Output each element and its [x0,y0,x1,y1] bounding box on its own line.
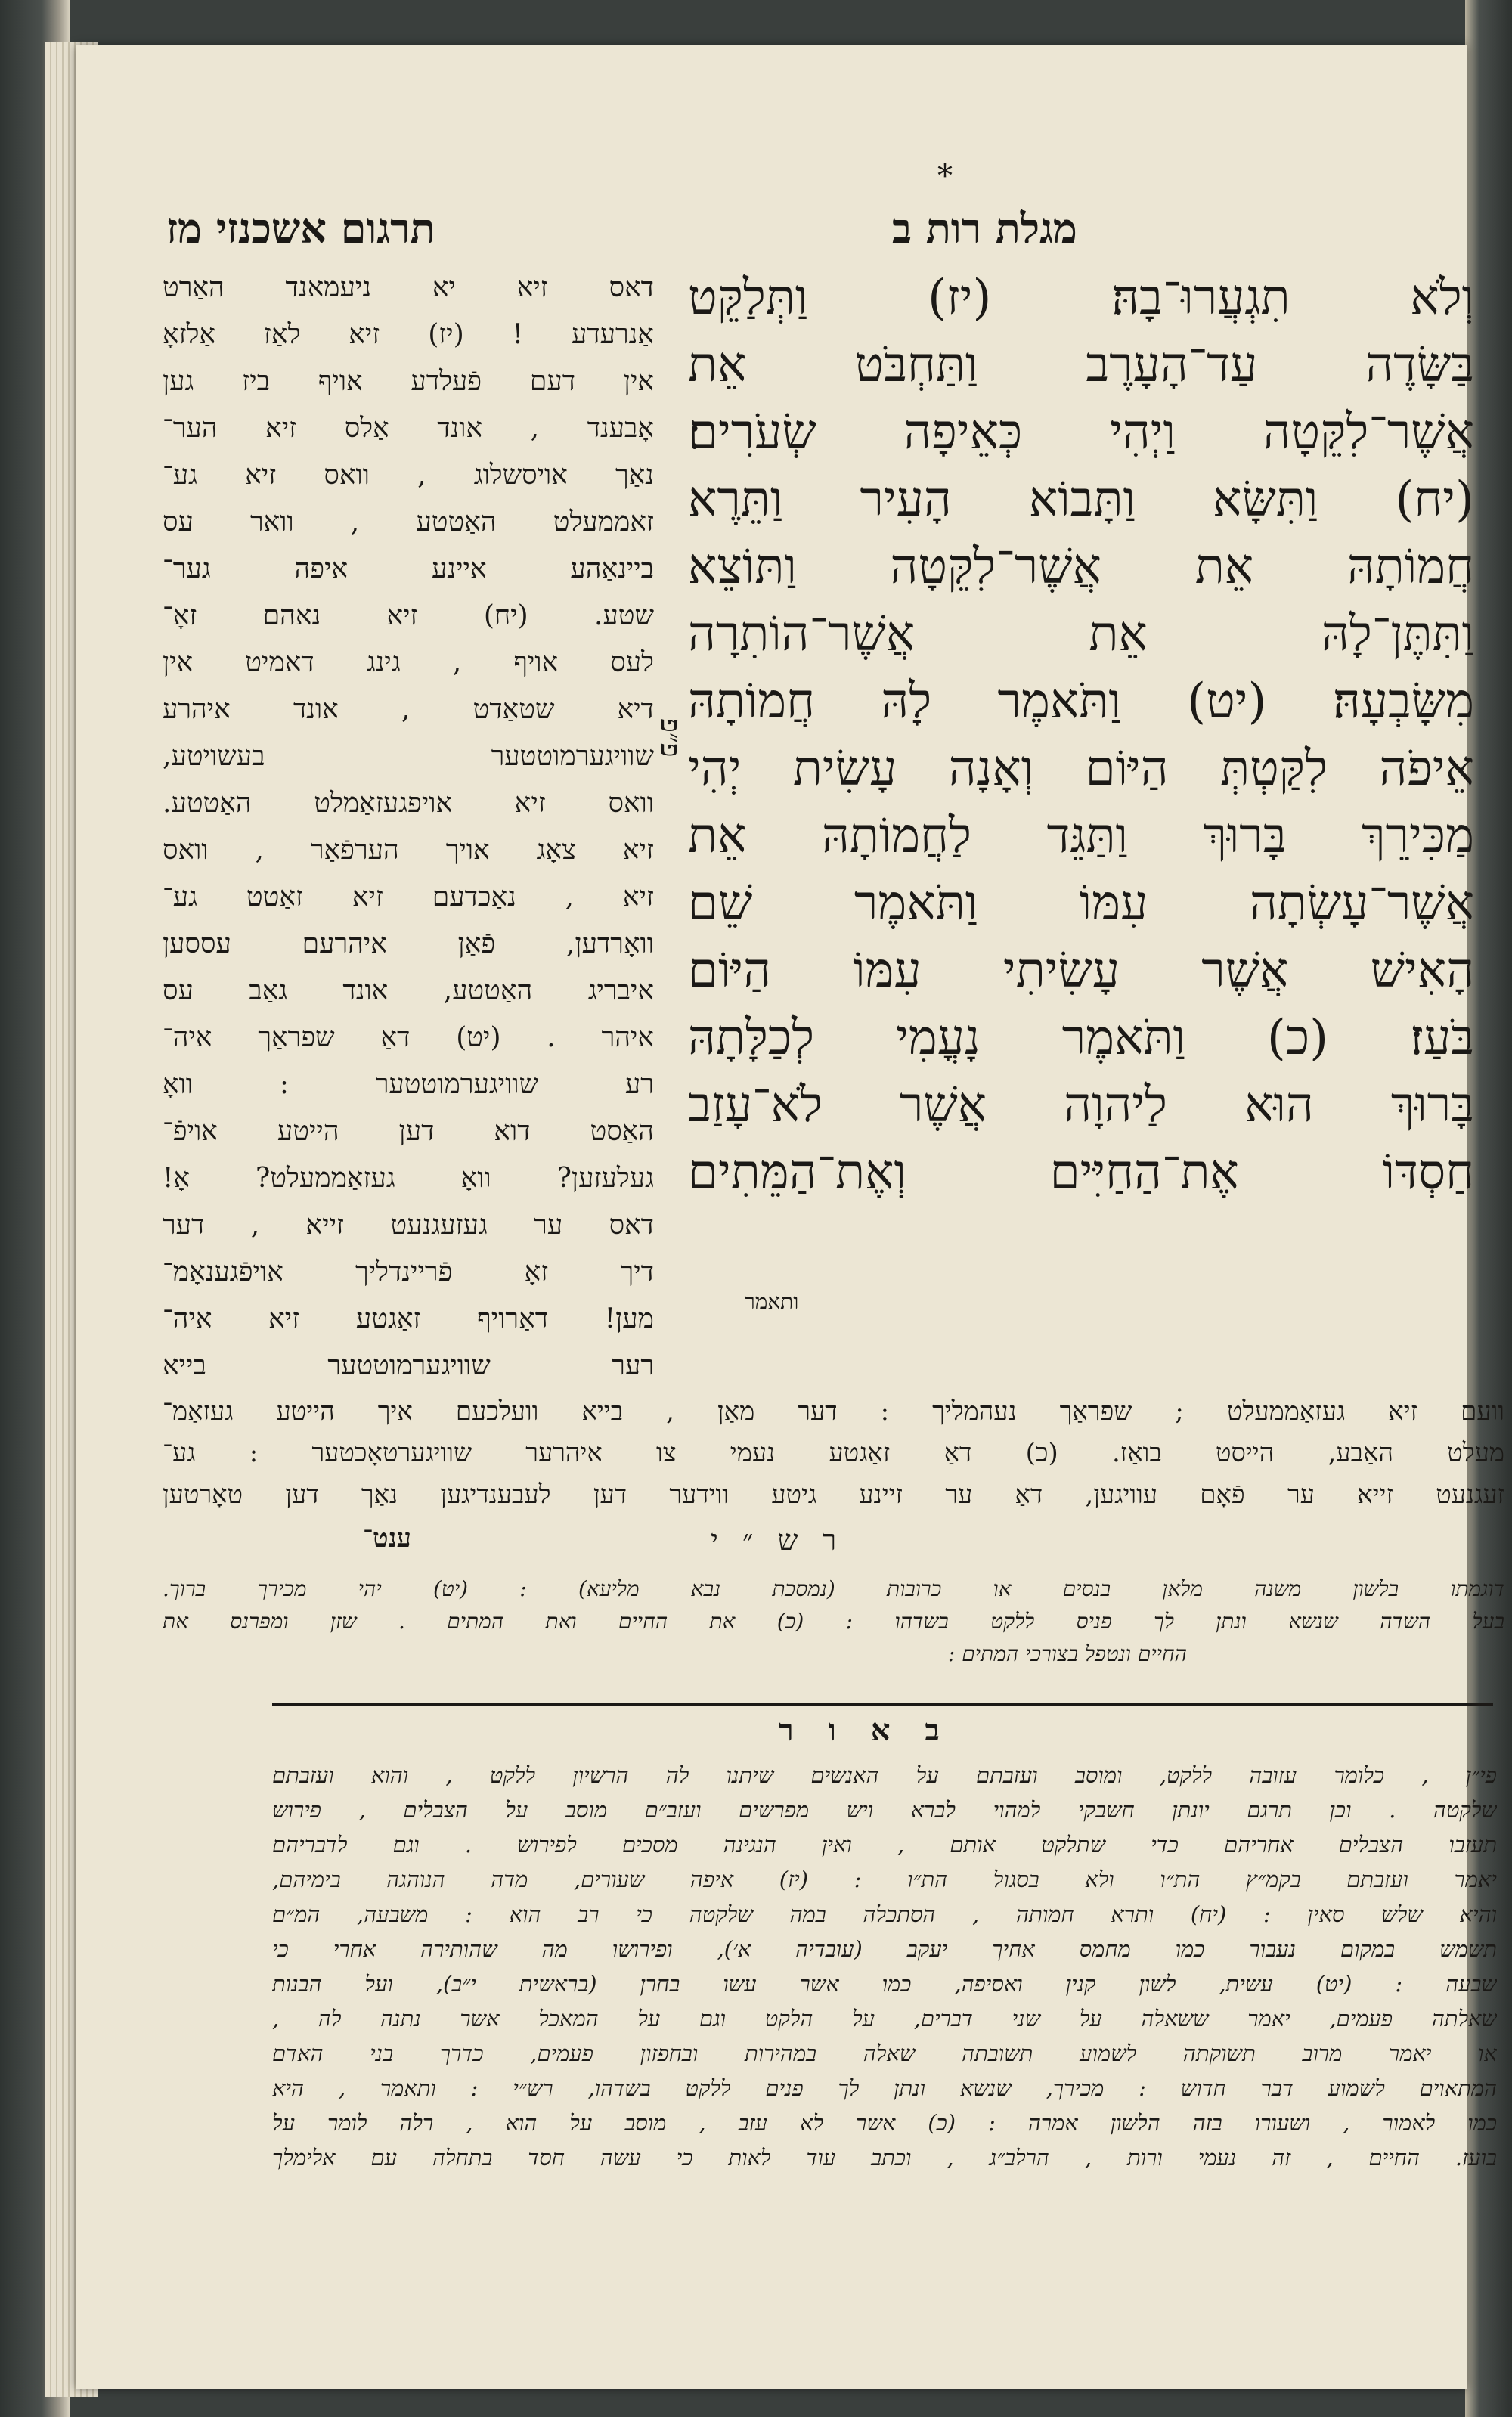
biur-line: תעזבו הצבלים אחריהם כדי שתלקט אותם , ואין הנגינה מסכים לפירוש . וגם לדבריהם [272,1832,1497,1858]
scripture-line: וַתִּתֶּן־לָהּ אֵת אֲשֶׁר־הוֹתִרָה [688,606,1474,662]
scripture-line: חַסְדּוֹ אֶת־הַחַיִּים וְאֶת־הַמֵּתִים [688,1145,1474,1201]
biur-line: יאמר ועזבתם בקמ״ץ הת״ו ולא בסגול הת״ו : (יז) איפה שעורים, מדה הנוהגה בימיהם, [272,1867,1497,1892]
biur-line: או יאמר מרוב תשוקתה לשמוע תשובתה שאלה במהירות ובחפזון פעמים, כדרך בני האדם [272,2041,1497,2066]
translation-line: האַסט דוא דען הייטע אויפֿ־ [163,1116,654,1147]
translation-line: רע שוויגערמוטטער : וואָ [163,1069,654,1100]
biur-heading: ב א ו ר [779,1712,952,1748]
translation-line: שוויגערמוטטער בעשויטע, [163,741,654,772]
biur-line: המתאוים לשמוע דבר חדוש : מכירך, שנשא ונתן לך פנים ללקט בשדהו, רש״י : ותאמר , היא [272,2075,1497,2101]
translation-continuation [163,1391,1504,1516]
translation-line: מען! דאַרויף זאַגטע זיא איה־ [163,1303,654,1334]
translation-column [163,265,654,1390]
translation-continuation-line: מעלט האַבע, הייסט בואַז. (כ) דאַ זאַגטע נעמי צו איהרער שוויגערטאָכטער : גע־ [163,1438,1504,1468]
scripture-line: מַכִּירֵךְ בָּרוּךְ וַתַּגֵּד לַחֲמוֹתָהּ אֵת [688,808,1474,864]
rashi-heading: ר ש ״ י [711,1523,844,1557]
biur-line: כמו לאמור , ושעורו בזה הלשון אמרה : (כ) אשר לא עזב , מוסב על הוא , רלה לומר על [272,2110,1497,2136]
translation-line: לעס אויף , גינג דאמיט אין [163,647,654,678]
biur-line: שבעה : (יט) עשית, לשון קנין ואסיפה, כמו אשר עשו בחרן (בראשית י״ב), ועל הבנות [272,1971,1497,1997]
section-divider [272,1703,1493,1706]
scripture-line: וְלֹא תִגְעֲרוּ־בָהּ׃ (יז) וַתְּלַקֵּט [688,270,1474,326]
margin-marker: פ״פ [655,718,686,758]
translation-line: וואס זיא אויפגעזאַמלט האַטטע. [163,788,654,819]
translation-line: רער שוויגערמוטטער בייא [163,1350,654,1381]
translation-line: ביינאַהע איינע איפה גער־ [163,553,654,584]
biur-line: פי״ן , כלומר עזובה ללקט, ומוסב ועזבתם על האנשים שיתנו לה הרשיון ללקט , והוא ועזבתם [272,1762,1497,1788]
translation-line: נאַך אויסשלוג , וואס זיא גע־ [163,460,654,491]
rashi-line: בעל השדה שנשא ונתן לך פניס ללקט בשדהו : (כ) את החיים ואת המתים . שזן ומפרנס את [163,1609,1504,1634]
translation-line: דאס ער געזעגנעט זייא , דער [163,1210,654,1241]
translation-line: אָבענד , אונד אַלס זיא הער־ [163,413,654,444]
rashi-line: דוגמתו בלשון משנה מלאן בנסים או כרובות (נמסכת נבא מליעא) : (יט) יהי מכירך ברוך. [163,1576,1504,1601]
translation-line: דיך זאָ פֿריינדליך אויפֿגענאָמ־ [163,1257,654,1288]
biur-line: והיא שלש סאין : (יח) ותרא חמותה , הסתכלה במה שלקטה כי רב הוא : משבעה, המ״ם [272,1901,1497,1927]
rashi-commentary [163,1573,1504,1670]
translation-continuation-line: וועם זיא געזאַממעלט ; שפראַך נעהמליך : דער מאַן , בייא וועלכעם איך הייטע געזאַמ־ [163,1396,1504,1427]
translation-line: שטע. (יח) זיא נאהם זאָ־ [163,600,654,631]
translation-line: וואָרדען, פֿאַן איהרעם עססען [163,928,654,959]
scripture-line: מִשָּׂבְעָהּ׃ (יט) וַתֹּאמֶר לָהּ חֲמוֹתָהּ [688,674,1474,730]
translation-line: אַנרעדע ! (יז) זיא לאַז אַלזאָ [163,319,654,350]
biur-line: שלקטה . וכן תרגם יונתן חשבקי למהוי לברא ויש מפרשים ועזב״ם מוסב על הצבלים , פירוש [272,1797,1497,1823]
translation-continuation-line: זעגנעט זייא ער פֿאָם עוויגען, דאַ ער זיינע גיטע ווידער דען לעבענדיגען נאַך דען טאָרטען [163,1480,1504,1510]
translation-line: דאס זיא יא ניעמאנד האַרט [163,272,654,303]
scripture-line: הָאִישׁ אֲשֶׁר עָשִׂיתִי עִמּוֹ הַיּוֹם [688,943,1474,999]
translation-line: געלעזען? וואָ געזאַממעלט? אָ! [163,1163,654,1194]
scripture-line: אֲשֶׁר־לִקֵּטָה וַיְהִי כְּאֵיפָה שְׂעֹרִים׃ [688,404,1474,460]
translation-line: דיא שטאַדט , אונד איהרע [163,694,654,725]
translation-line: איבריג האַטטע, אונד גאַב עס [163,975,654,1006]
translation-line: אין דעם פֿעלדע אויף ביז גען [163,366,654,397]
translation-line: איהר . (יט) דאַ שפראַך איה־ [163,1022,654,1053]
biur-line: תשמש במקום נעבור כמו מחמס אחיך יעקב (עובדיה א׳), ופירושו מה שהותירה אחרי כי [272,1936,1497,1962]
scripture-line: בֹּעַז׃ (כ) וַתֹּאמֶר נָעֳמִי לְכַלָּתָהּ [688,1010,1474,1066]
scripture-line: בָּרוּךְ הוּא לַיהוָה אֲשֶׁר לֹא־עָזַב [688,1077,1474,1133]
running-header-book: מגלת רות ב [892,204,1077,253]
biur-commentary [272,1758,1497,2175]
catchword: ותאמר [745,1289,799,1314]
scripture-line: חֲמוֹתָהּ אֵת אֲשֶׁר־לִקֵּטָה וַתּוֹצֵא [688,539,1474,595]
page-marker: * [937,159,953,194]
translation-line: זאממעלט האַטטע , וואר עס [163,507,654,538]
translation-line: זיא , נאַכדעם זיא זאַטט גע־ [163,882,654,913]
biur-line: שאלתה פעמים, יאמר ששאלה על שני דברים, על הלקט וגם על המאכל אשר נתנה לה , [272,2006,1497,2031]
biur-line: בועז. החיים , זה נעמי ורות , הרלב״ג , וכתב עוד לאות כי עשה חסד בתחלה עם אלימלך [272,2145,1497,2171]
running-header-translation: תרגום אשכנזי מז [166,204,435,253]
scripture-line: בַּשָּׂדֶה עַד־הָעָרֶב וַתַּחְבֹּט אֵת [688,337,1474,393]
scripture-column [688,265,1474,1207]
translation-last-word: ענט־ [363,1523,411,1554]
rashi-line: החיים ונטפל בצורכי המתים : [947,1641,1187,1666]
scripture-line: (יח) וַתִּשָּׂא וַתָּבוֹא הָעִיר וַתֵּרֶא [688,472,1474,528]
translation-line: זיא צאָג אויך הערפֿאַר , וואס [163,835,654,866]
scripture-line: אֲשֶׁר־עָשְׂתָה עִמּוֹ וַתֹּאמֶר שֵׁם [688,875,1474,931]
scripture-line: אֵיפֹה לִקַּטְתְּ הַיּוֹם וְאָנָה עָשִׂית יְהִי [688,741,1474,797]
